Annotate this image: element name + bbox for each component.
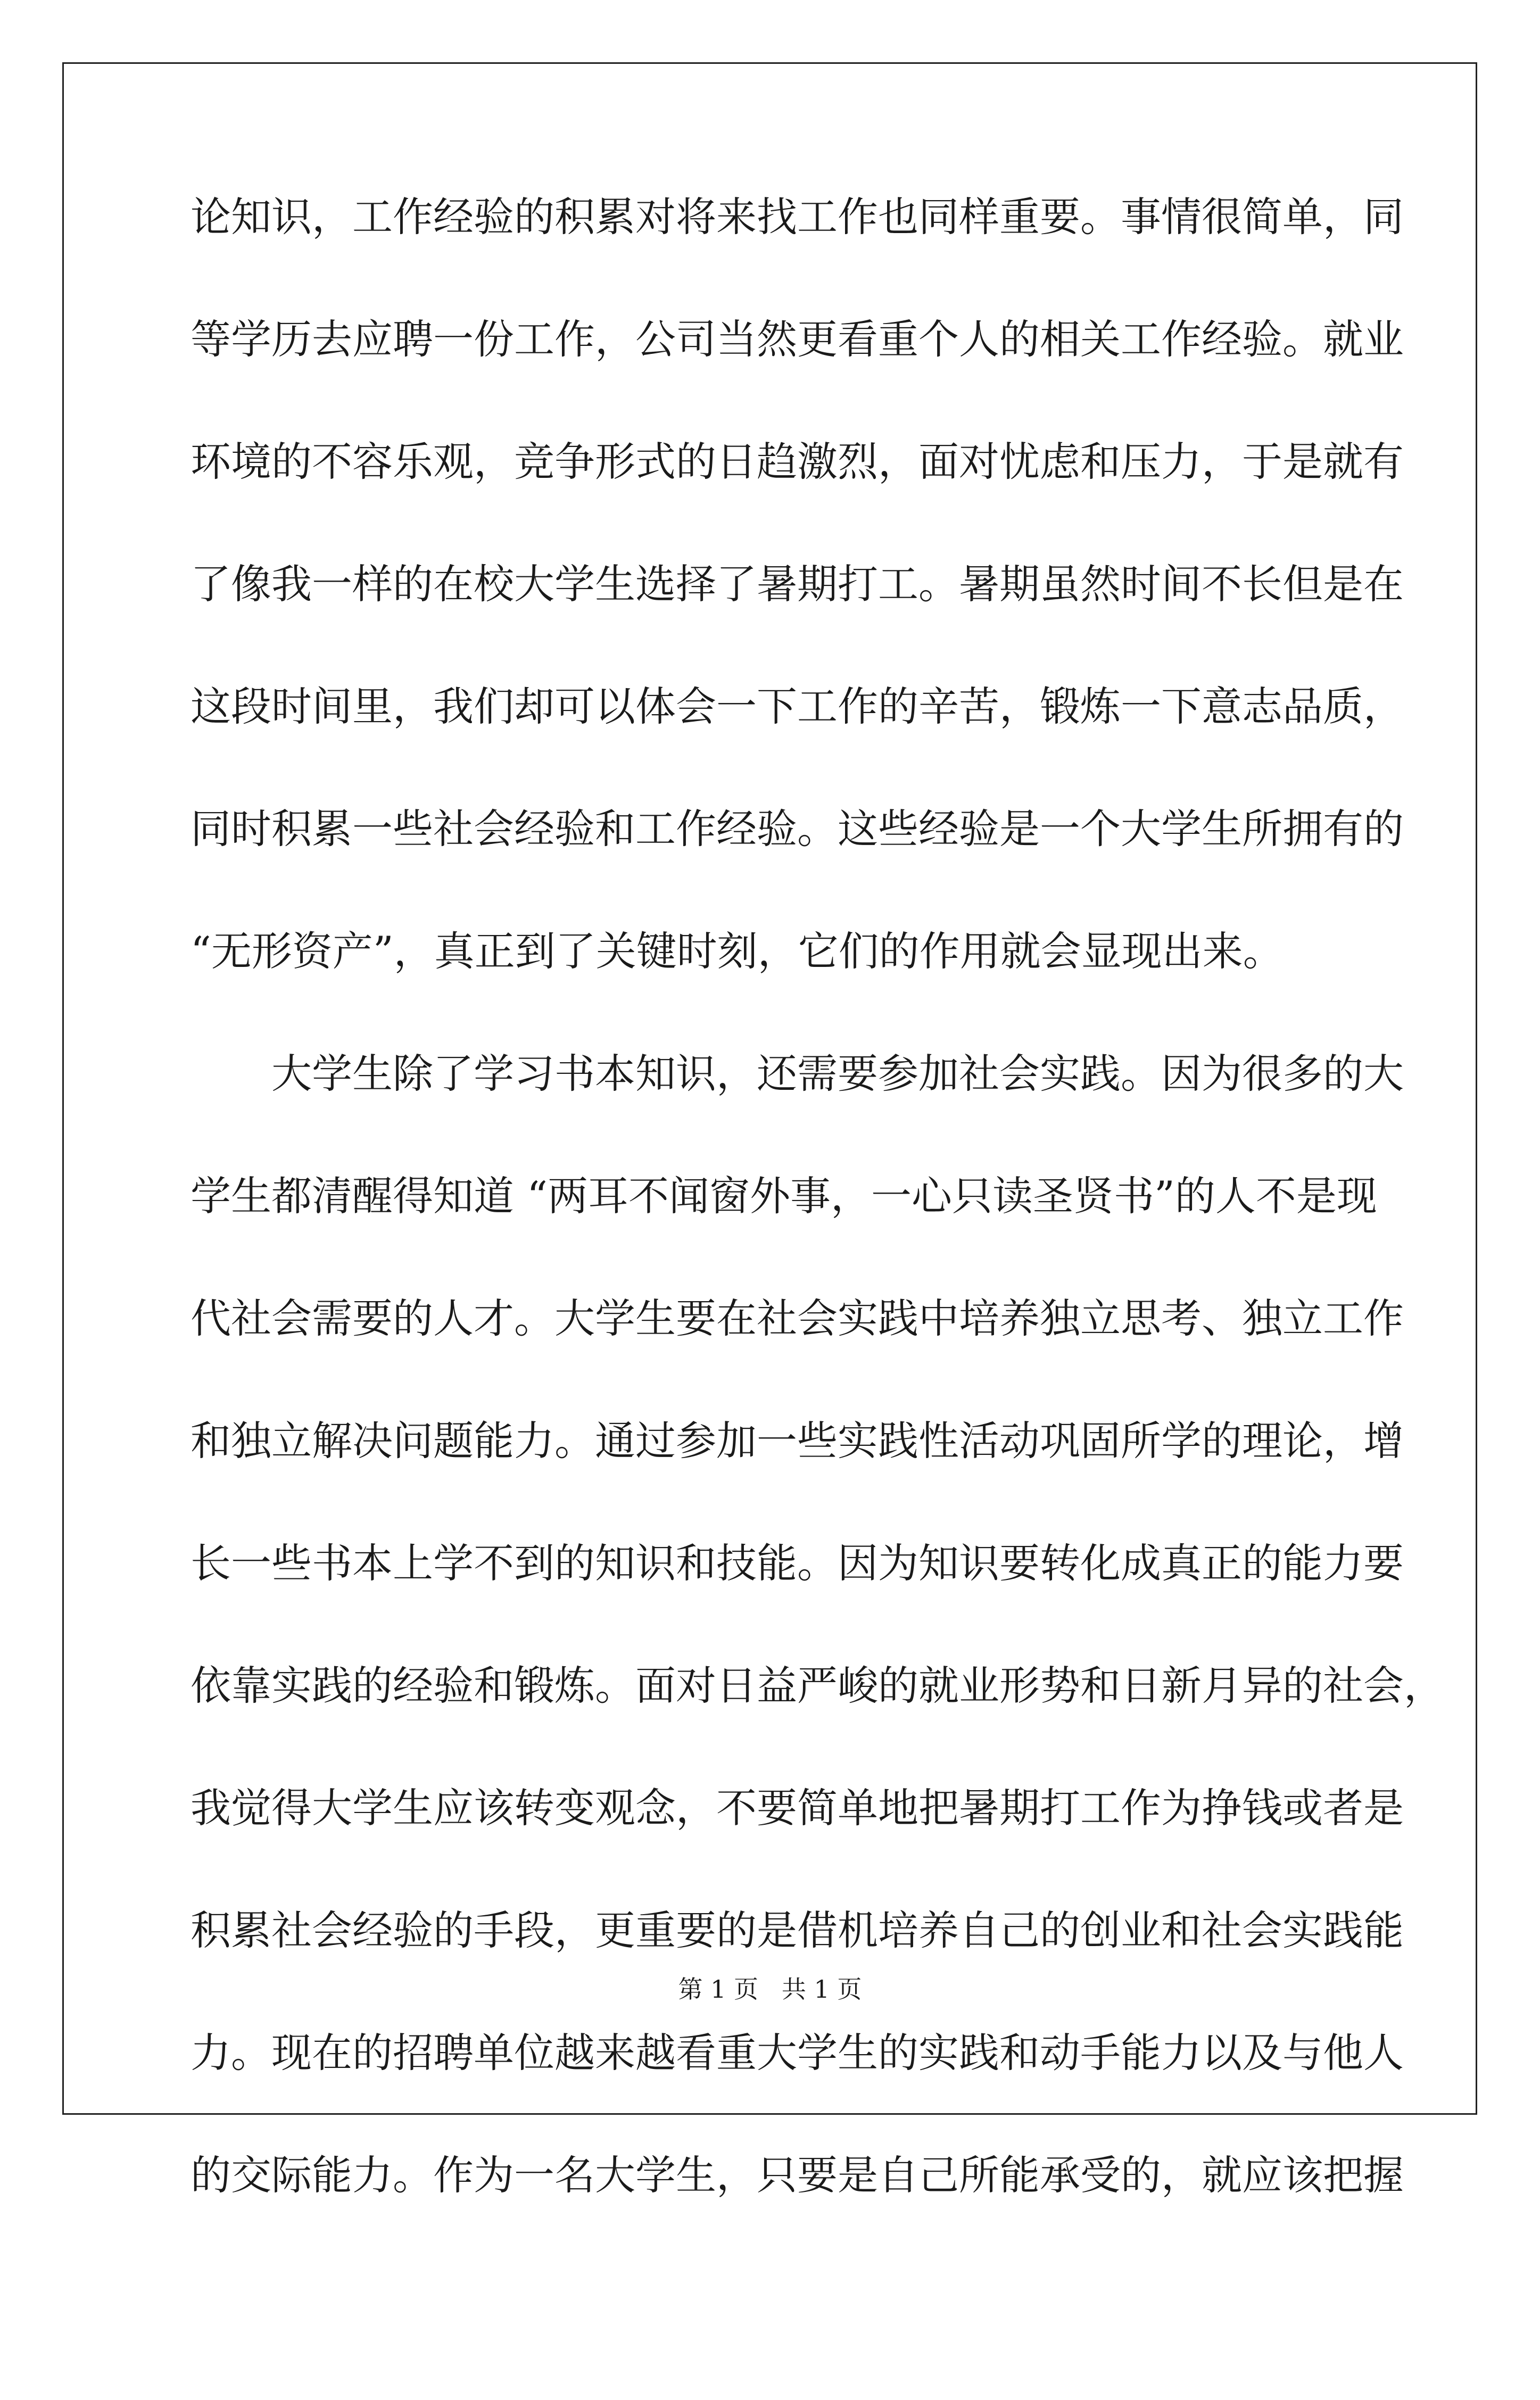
text-line: 我觉得大学生应该转变观念，不要简单地把暑期打工作为挣钱或者是 (191, 1784, 1404, 1832)
text-line: 积累社会经验的手段，更重要的是借机培养自己的创业和社会实践能 (191, 1907, 1404, 1954)
text-line: 力。现在的招聘单位越来越看重大学生的实践和动手能力以及与他人 (191, 2029, 1404, 2076)
text-line: 学生都清醒得知道 “两耳不闻窗外事，一心只读圣贤书”的人不是现 (191, 1172, 1377, 1220)
text-line: 长一些书本上学不到的知识和技能。因为知识要转化成真正的能力要 (191, 1540, 1404, 1587)
text-line: 代社会需要的人才。大学生要在社会实践中培养独立思考、独立工作 (191, 1295, 1404, 1342)
text-line: 了像我一样的在校大学生选择了暑期打工。暑期虽然时间不长但是在 (191, 560, 1404, 608)
text-line: 依靠实践的经验和锻炼。面对日益严峻的就业形势和日新月异的社会， (191, 1662, 1444, 1709)
text-line: 和独立解决问题能力。通过参加一些实践性活动巩固所学的理论，增 (191, 1417, 1404, 1464)
text-line: “无形资产”，真正到了关键时刻，它们的作用就会显现出来。 (191, 928, 1284, 975)
paragraph-first-line: 大学生除了学习书本知识，还需要参加社会实践。因为很多的大 (271, 1050, 1404, 1097)
text-line (191, 2278, 1361, 2400)
page-footer: 第 1 页 共 1 页 (678, 1975, 862, 2004)
text-line: 论知识，工作经验的积累对将来找工作也同样重要。事情很简单，同 (191, 193, 1404, 241)
text-line: 的交际能力。作为一名大学生，只要是自己所能承受的，就应该把握 (191, 2151, 1404, 2199)
text-line: 等学历去应聘一份工作，公司当然更看重个人的相关工作经验。就业 (191, 316, 1404, 363)
text-line: 这段时间里，我们却可以体会一下工作的辛苦，锻炼一下意志品质， (191, 683, 1404, 730)
text-line: 环境的不容乐观，竞争形式的日趋激烈，面对忧虑和压力，于是就有 (191, 438, 1404, 485)
document-body (191, 193, 1444, 2400)
text-line: 同时积累一些社会经验和工作经验。这些经验是一个大学生所拥有的 (191, 805, 1404, 853)
